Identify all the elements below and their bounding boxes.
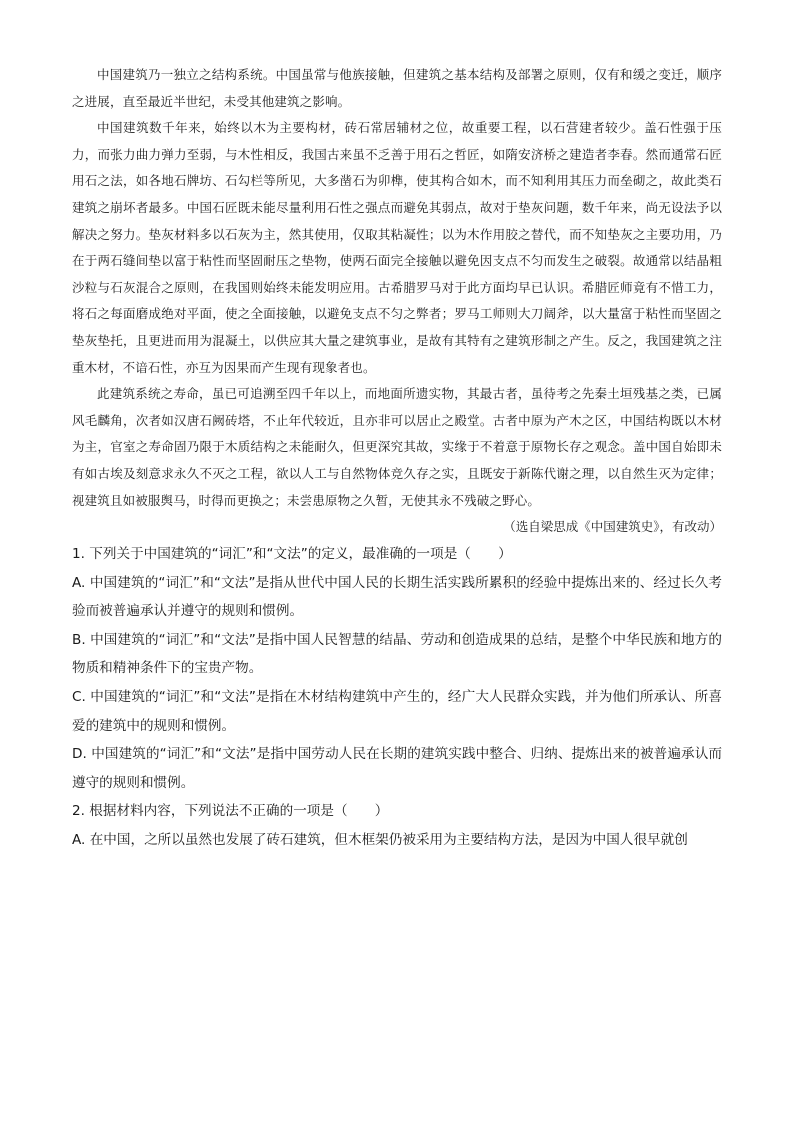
- passage-source: （选自梁思成《中国建筑史》，有改动）: [503, 519, 722, 535]
- passage-paragraph: 此建筑系统之寿命，虽已可追溯至四千年以上，而地面所遗实物，其最古者，虽待考之先秦土垣残基之类，已属风毛麟角，次者如汉唐石阙砖塔，不止年代较近，且亦非可以居止之殿堂。古者中原为产木之区，中国结构既以木材为主，官室之寿命固乃限于木质结构之未能耐久，但更深究其故，实缘于不着意于原物长存之观念。盖中国自始即未有如古埃及刻意求永久不灭之工程，欲以人工与自然物体竞久存之实，且既安于新陈代谢之理，以自然生灭为定律；视建筑且如被服舆马，时得而更换之；未尝患原物之久暂，无使其永不残破之野心。: [72, 386, 722, 508]
- question-stem: 1. 下列关于中国建筑的“词汇”和“文法”的定义，最准确的一项是（ ）: [72, 546, 512, 563]
- document-page: [72, 62, 722, 855]
- reading-passage: [72, 62, 722, 514]
- question-option: C. 中国建筑的“词汇”和“文法”是指在木材结构建筑中产生的，经广大人民群众实践，并为他们所承认、所喜爱的建筑中的规则和惯例。: [72, 689, 722, 734]
- question-option: D. 中国建筑的“词汇”和“文法”是指中国劳动人民在长期的建筑实践中整合、归纳、提炼出来的被普遍承认而遵守的规则和惯例。: [72, 746, 722, 791]
- question-stem: 2. 根据材料内容，下列说法不正确的一项是（ ）: [72, 803, 389, 820]
- passage-paragraph: 中国建筑乃一独立之结构系统。中国虽常与他族接触，但建筑之基本结构及部署之原则，仅有和缓之变迁，顺序之进展，直至最近半世纪，未受其他建筑之影响。: [72, 67, 722, 109]
- question-option: A. 中国建筑的“词汇”和“文法”是指从世代中国人民的长期生活实践所累积的经验中提炼出来的、经过长久考验而被普遍承认并遵守的规则和惯例。: [72, 574, 722, 620]
- question-list: [72, 540, 722, 855]
- question-option: B. 中国建筑的“词汇”和“文法”是指中国人民智慧的结晶、劳动和创造成果的总结，是整个中华民族和地方的物质和精神条件下的宝贵产物。: [72, 631, 722, 677]
- passage-paragraph: 中国建筑数千年来，始终以木为主要构材，砖石常居辅材之位，故重要工程，以石营建者较少。盖石性强于压力，而张力曲力弹力至弱，与木性相反，我国古来虽不乏善于用石之哲匠，如隋安济桥之建造者李春。然而通常石匠用石之法，如各地石牌坊、石勾栏等所见，大多凿石为卯榫，使其构合如木，而不知利用其压力而垒砌之，故此类石建筑之崩坏者最多。中国石匠既未能尽量利用石性之强点而避免其弱点，故对于垫灰问题，数千年来，尚无设法予以解决之努力。垫灰材料多以石灰为主，然其使用，仅取其粘凝性；以为木作用胶之替代，而不知垫灰之主要功用，乃在于两石缝间垫以富于粘性而坚固耐压之垫物，使两石面完全接触以避免因支点不匀而发生之破裂。故通常以结晶粗沙粒与石灰混合之原则，在我国则始终未能发明应用。古希腊罗马对于此方面均早已认识。希腊匠师竟有不惜工力，将石之每面磨成绝对平面，使之全面接触，以避免支点不匀之弊者；罗马工师则大刀阔斧，以大量富于粘性而坚固之垫灰垫托，且更进而用为混凝土，以供应其大量之建筑事业，是故有其特有之建筑形制之产生。反之，我国建筑之注重木材，不谙石性，亦互为因果而产生现有现象者也。: [72, 120, 722, 375]
- question-option: A. 在中国，之所以虽然也发展了砖石建筑，但木框架仍被采用为主要结构方法，是因为中国人很早就创: [72, 832, 688, 849]
